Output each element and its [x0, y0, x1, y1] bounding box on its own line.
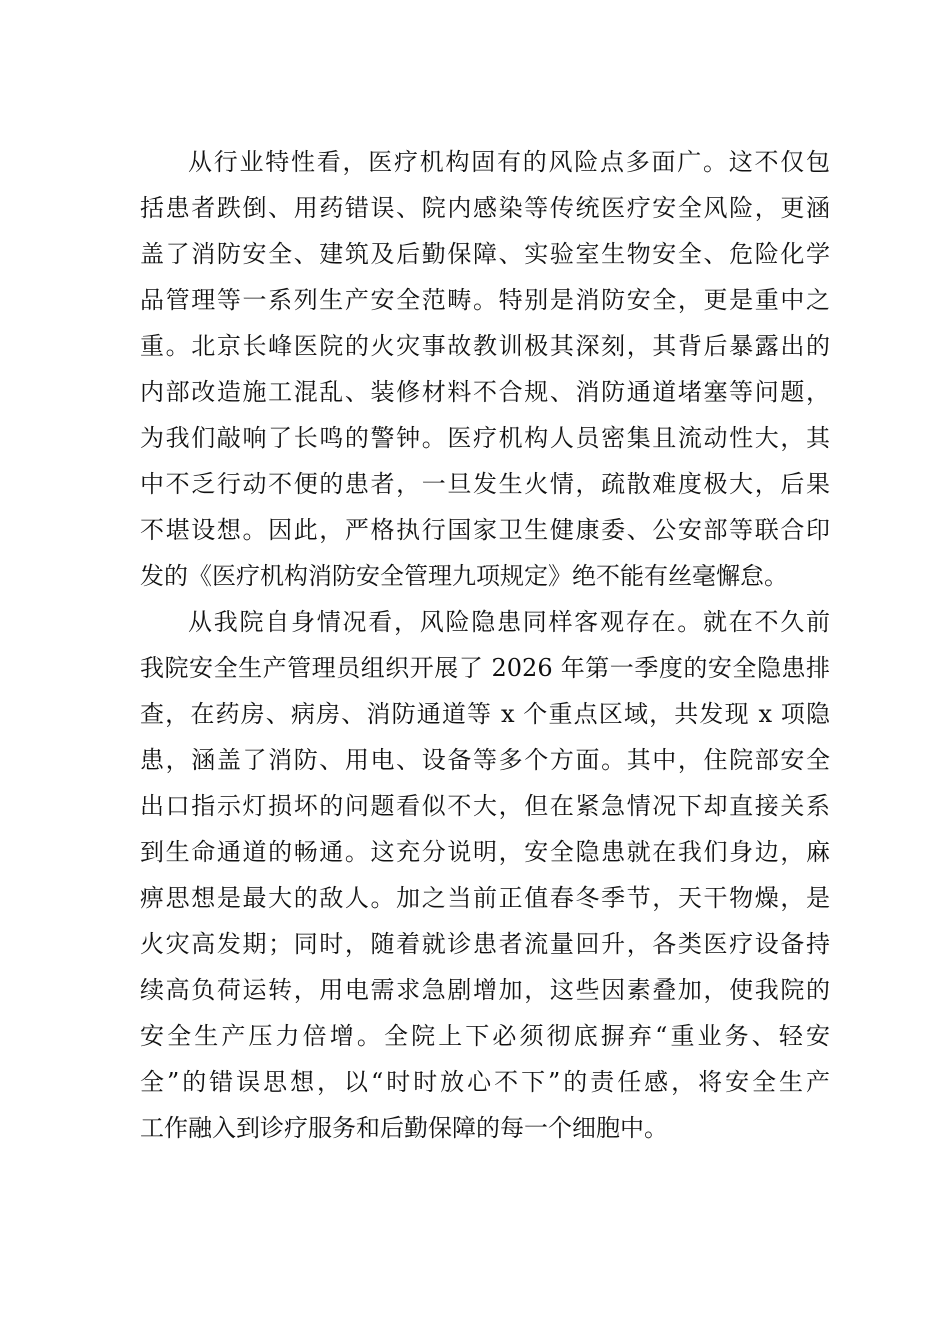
paragraph-line: 括患者跌倒、用药错误、院内感染等传统医疗安全风险，更涵: [140, 194, 830, 222]
paragraph-line: 从行业特性看，医疗机构固有的风险点多面广。这不仅包: [188, 148, 830, 176]
paragraph-line: 查，在药房、病房、消防通道等 x 个重点区域，共发现 x 项隐: [140, 700, 830, 728]
paragraph-line: 出口指示灯损坏的问题看似不大，但在紧急情况下却直接关系: [140, 792, 830, 820]
paragraph-line: 中不乏行动不便的患者，一旦发生火情，疏散难度极大，后果: [140, 470, 830, 498]
paragraph-line: 重。北京长峰医院的火灾事故教训极其深刻，其背后暴露出的: [140, 332, 830, 360]
paragraph-line: 发的《医疗机构消防安全管理九项规定》绝不能有丝毫懈怠。: [140, 562, 788, 590]
paragraph-line: 从我院自身情况看，风险隐患同样客观存在。就在不久前: [188, 608, 830, 636]
paragraph-industry-risk: [140, 139, 830, 599]
paragraph-line: 工作融入到诊疗服务和后勤保障的每一个细胞中。: [140, 1114, 668, 1142]
paragraph-line: 安全生产压力倍增。全院上下必须彻底摒弃“重业务、轻安: [140, 1022, 830, 1050]
paragraph-line: 品管理等一系列生产安全范畴。特别是消防安全，更是重中之: [140, 286, 830, 314]
body-text: [140, 139, 830, 1151]
paragraph-line: 火灾高发期；同时，随着就诊患者流量回升，各类医疗设备持: [140, 930, 830, 958]
paragraph-line: 到生命通道的畅通。这充分说明，安全隐患就在我们身边，麻: [140, 838, 830, 866]
paragraph-line: 盖了消防安全、建筑及后勤保障、实验室生物安全、危险化学: [140, 240, 830, 268]
paragraph-hospital-situation: [140, 599, 830, 1151]
paragraph-line: 我院安全生产管理员组织开展了 2026 年第一季度的安全隐患排: [140, 654, 830, 682]
paragraph-line: 为我们敲响了长鸣的警钟。医疗机构人员密集且流动性大，其: [140, 424, 830, 452]
paragraph-line: 痹思想是最大的敌人。加之当前正值春冬季节，天干物燥，是: [140, 884, 830, 912]
paragraph-line: 患，涵盖了消防、用电、设备等多个方面。其中，住院部安全: [140, 746, 830, 774]
paragraph-line: 续高负荷运转，用电需求急剧增加，这些因素叠加，使我院的: [140, 976, 830, 1004]
paragraph-line: 不堪设想。因此，严格执行国家卫生健康委、公安部等联合印: [140, 516, 830, 544]
paragraph-line: 内部改造施工混乱、装修材料不合规、消防通道堵塞等问题，: [140, 378, 830, 406]
paragraph-line: 全”的错误思想，以“时时放心不下”的责任感，将安全生产: [140, 1068, 830, 1096]
